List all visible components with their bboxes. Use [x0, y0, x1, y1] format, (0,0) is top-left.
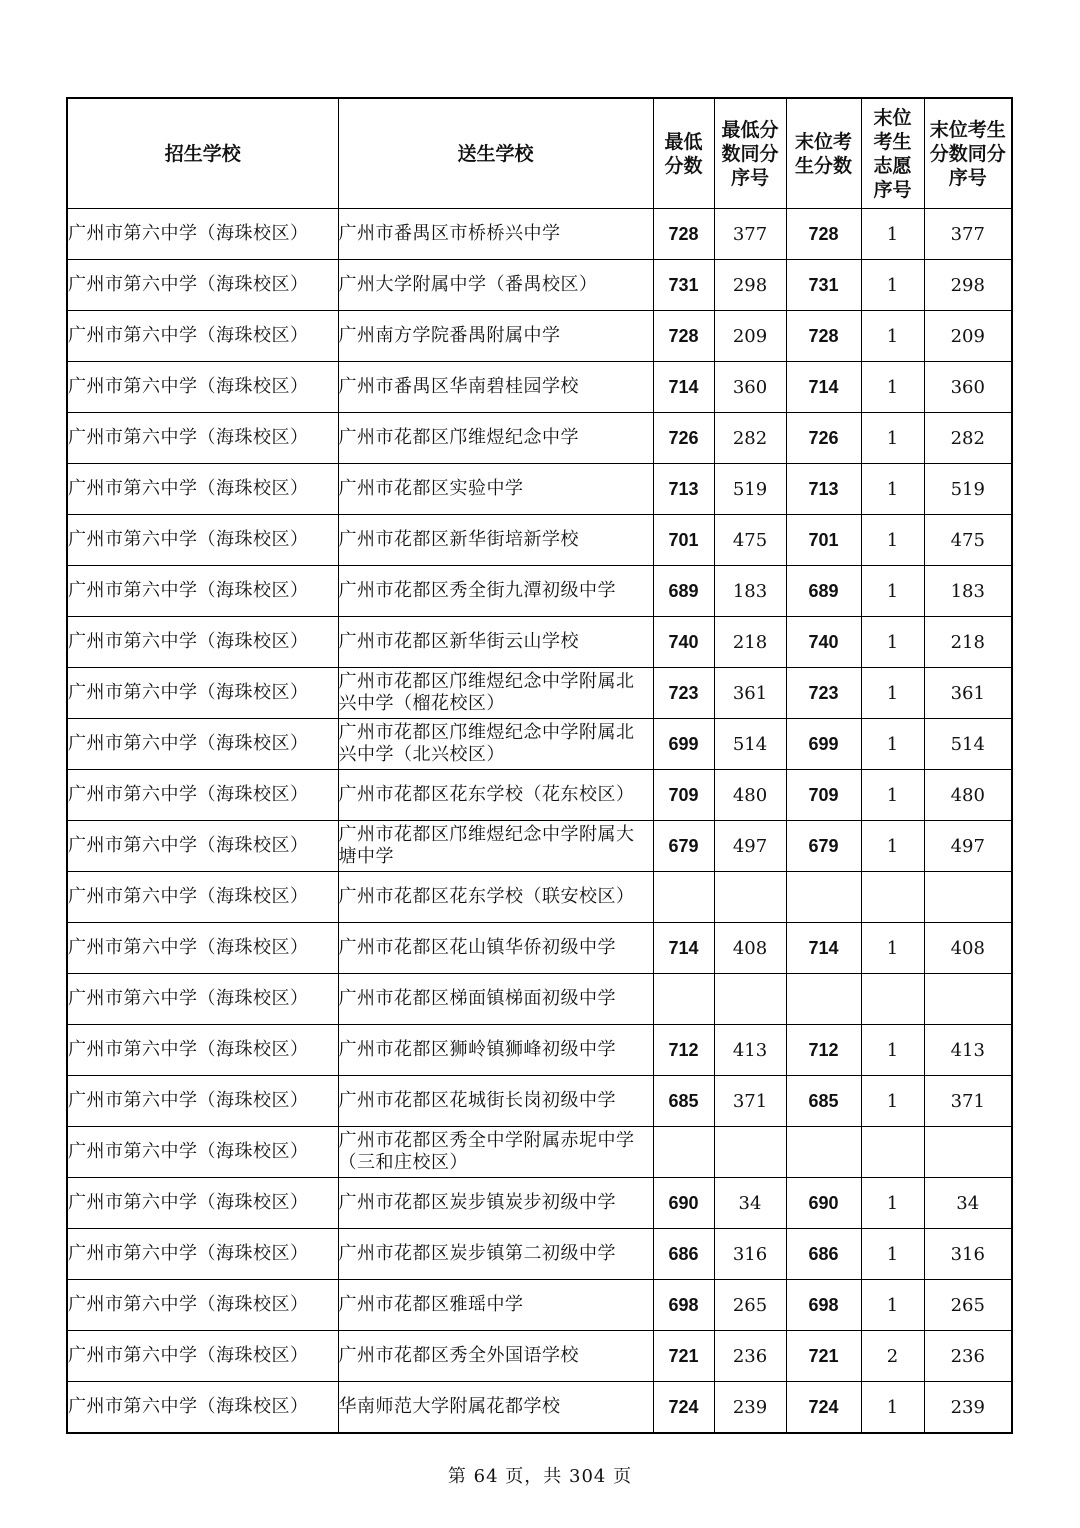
header-last-seq	[924, 98, 1012, 209]
min-score-cell: 728	[653, 311, 714, 362]
header-line: 分数	[664, 154, 703, 177]
min-score-cell: 686	[653, 1229, 714, 1280]
last-seq-cell: 413	[924, 1025, 1012, 1076]
last-seq-cell: 480	[924, 770, 1012, 821]
table-row	[67, 923, 1012, 974]
last-wish-cell: 1	[861, 668, 924, 719]
admitting-school-cell: 广州市第六中学（海珠校区）	[67, 1127, 338, 1178]
sending-school-cell: 广州市花都区邝维煜纪念中学	[338, 413, 653, 464]
header-line: 数同分	[721, 142, 779, 165]
last-score-cell	[786, 1127, 861, 1178]
last-wish-cell: 1	[861, 515, 924, 566]
table-row	[67, 1382, 1012, 1434]
table-row	[67, 1280, 1012, 1331]
min-score-cell: 699	[653, 719, 714, 770]
last-wish-cell: 1	[861, 719, 924, 770]
last-seq-cell: 316	[924, 1229, 1012, 1280]
admitting-school-cell: 广州市第六中学（海珠校区）	[67, 515, 338, 566]
last-wish-cell	[861, 1127, 924, 1178]
last-seq-cell: 34	[924, 1178, 1012, 1229]
sending-school-cell: 广州市花都区炭步镇第二初级中学	[338, 1229, 653, 1280]
admitting-school-cell: 广州市第六中学（海珠校区）	[67, 668, 338, 719]
min-score-cell: 740	[653, 617, 714, 668]
last-score-cell: 721	[786, 1331, 861, 1382]
last-wish-cell: 1	[861, 311, 924, 362]
sending-school-cell: 广州市花都区花山镇华侨初级中学	[338, 923, 653, 974]
min-score-cell: 731	[653, 260, 714, 311]
last-seq-cell: 209	[924, 311, 1012, 362]
table-row	[67, 209, 1012, 260]
min-score-seq-cell: 519	[714, 464, 786, 515]
sending-school-cell: 广州市花都区实验中学	[338, 464, 653, 515]
last-score-cell: 699	[786, 719, 861, 770]
last-wish-cell: 1	[861, 260, 924, 311]
admitting-school-cell: 广州市第六中学（海珠校区）	[67, 1229, 338, 1280]
min-score-seq-cell: 34	[714, 1178, 786, 1229]
table-row	[67, 362, 1012, 413]
table-row	[67, 1229, 1012, 1280]
admitting-school-cell: 广州市第六中学（海珠校区）	[67, 1076, 338, 1127]
min-score-seq-cell: 218	[714, 617, 786, 668]
min-score-cell: 723	[653, 668, 714, 719]
header-line: 考生	[873, 130, 912, 153]
min-score-seq-cell: 475	[714, 515, 786, 566]
min-score-cell: 689	[653, 566, 714, 617]
min-score-seq-cell: 377	[714, 209, 786, 260]
sending-school-cell: 广州市花都区秀全中学附属赤坭中学（三和庄校区）	[338, 1127, 653, 1178]
sending-school-cell: 广州市花都区花东学校（联安校区）	[338, 872, 653, 923]
last-wish-cell: 1	[861, 413, 924, 464]
header-sending-school: 送生学校	[338, 98, 653, 209]
sending-school-cell: 广州市花都区邝维煜纪念中学附属北兴中学（榴花校区）	[338, 668, 653, 719]
last-seq-cell	[924, 872, 1012, 923]
last-seq-cell: 519	[924, 464, 1012, 515]
min-score-cell: 709	[653, 770, 714, 821]
min-score-seq-cell: 183	[714, 566, 786, 617]
min-score-seq-cell: 408	[714, 923, 786, 974]
table-row	[67, 311, 1012, 362]
last-seq-cell: 360	[924, 362, 1012, 413]
last-score-cell: 709	[786, 770, 861, 821]
min-score-cell: 701	[653, 515, 714, 566]
last-score-cell: 685	[786, 1076, 861, 1127]
header-line: 末位	[873, 106, 912, 129]
min-score-cell: 712	[653, 1025, 714, 1076]
min-score-seq-cell: 209	[714, 311, 786, 362]
table-row	[67, 770, 1012, 821]
admitting-school-cell: 广州市第六中学（海珠校区）	[67, 566, 338, 617]
last-seq-cell: 236	[924, 1331, 1012, 1382]
admitting-school-cell: 广州市第六中学（海珠校区）	[67, 1331, 338, 1382]
last-seq-cell: 475	[924, 515, 1012, 566]
header-last-score	[786, 98, 861, 209]
table-row	[67, 1025, 1012, 1076]
sending-school-cell: 广州市花都区秀全外国语学校	[338, 1331, 653, 1382]
last-seq-cell: 371	[924, 1076, 1012, 1127]
last-score-cell: 740	[786, 617, 861, 668]
header-line: 分数同分	[929, 142, 1006, 165]
last-wish-cell: 1	[861, 464, 924, 515]
sending-school-cell: 广州市花都区秀全街九潭初级中学	[338, 566, 653, 617]
last-seq-cell	[924, 1127, 1012, 1178]
admitting-school-cell: 广州市第六中学（海珠校区）	[67, 1280, 338, 1331]
table-row	[67, 515, 1012, 566]
admitting-school-cell: 广州市第六中学（海珠校区）	[67, 464, 338, 515]
header-admitting-school: 招生学校	[67, 98, 338, 209]
sending-school-cell: 广州市花都区邝维煜纪念中学附属北兴中学（北兴校区）	[338, 719, 653, 770]
last-score-cell: 726	[786, 413, 861, 464]
table-row	[67, 413, 1012, 464]
last-seq-cell: 408	[924, 923, 1012, 974]
last-score-cell: 714	[786, 923, 861, 974]
min-score-cell: 685	[653, 1076, 714, 1127]
last-score-cell: 712	[786, 1025, 861, 1076]
min-score-seq-cell: 282	[714, 413, 786, 464]
sending-school-cell: 华南师范大学附属花都学校	[338, 1382, 653, 1434]
sending-school-cell: 广州市花都区炭步镇炭步初级中学	[338, 1178, 653, 1229]
min-score-seq-cell: 361	[714, 668, 786, 719]
min-score-cell	[653, 872, 714, 923]
last-score-cell: 679	[786, 821, 861, 872]
last-wish-cell: 1	[861, 1229, 924, 1280]
last-seq-cell: 377	[924, 209, 1012, 260]
sending-school-cell: 广州市番禺区市桥桥兴中学	[338, 209, 653, 260]
header-line: 序号	[730, 166, 769, 189]
min-score-seq-cell: 413	[714, 1025, 786, 1076]
min-score-cell: 679	[653, 821, 714, 872]
last-wish-cell	[861, 974, 924, 1025]
header-line: 生分数	[794, 154, 852, 177]
table-row	[67, 1076, 1012, 1127]
table-row	[67, 719, 1012, 770]
last-score-cell: 723	[786, 668, 861, 719]
min-score-seq-cell: 497	[714, 821, 786, 872]
min-score-cell	[653, 1127, 714, 1178]
admitting-school-cell: 广州市第六中学（海珠校区）	[67, 770, 338, 821]
admitting-school-cell: 广州市第六中学（海珠校区）	[67, 1025, 338, 1076]
table-row	[67, 668, 1012, 719]
table-header-row	[67, 98, 1012, 209]
last-wish-cell: 1	[861, 1025, 924, 1076]
last-score-cell: 690	[786, 1178, 861, 1229]
last-score-cell: 724	[786, 1382, 861, 1434]
last-wish-cell: 1	[861, 821, 924, 872]
last-seq-cell	[924, 974, 1012, 1025]
last-wish-cell: 1	[861, 617, 924, 668]
sending-school-cell: 广州市花都区雅瑶中学	[338, 1280, 653, 1331]
admitting-school-cell: 广州市第六中学（海珠校区）	[67, 362, 338, 413]
admitting-school-cell: 广州市第六中学（海珠校区）	[67, 617, 338, 668]
header-line: 末位考	[794, 130, 852, 153]
min-score-seq-cell: 239	[714, 1382, 786, 1434]
admitting-school-cell: 广州市第六中学（海珠校区）	[67, 974, 338, 1025]
min-score-cell: 724	[653, 1382, 714, 1434]
last-seq-cell: 183	[924, 566, 1012, 617]
sending-school-cell: 广州市花都区邝维煜纪念中学附属大塘中学	[338, 821, 653, 872]
last-score-cell: 713	[786, 464, 861, 515]
table-row	[67, 1178, 1012, 1229]
min-score-seq-cell: 480	[714, 770, 786, 821]
admitting-school-cell: 广州市第六中学（海珠校区）	[67, 413, 338, 464]
last-score-cell	[786, 872, 861, 923]
last-score-cell: 689	[786, 566, 861, 617]
sending-school-cell: 广州市花都区狮岭镇狮峰初级中学	[338, 1025, 653, 1076]
last-seq-cell: 282	[924, 413, 1012, 464]
last-score-cell: 701	[786, 515, 861, 566]
header-min-score	[653, 98, 714, 209]
last-score-cell: 728	[786, 209, 861, 260]
header-line: 序号	[873, 178, 912, 201]
last-score-cell	[786, 974, 861, 1025]
last-wish-cell	[861, 872, 924, 923]
min-score-seq-cell: 236	[714, 1331, 786, 1382]
admitting-school-cell: 广州市第六中学（海珠校区）	[67, 821, 338, 872]
admitting-school-cell: 广州市第六中学（海珠校区）	[67, 209, 338, 260]
last-wish-cell: 1	[861, 1280, 924, 1331]
min-score-seq-cell	[714, 872, 786, 923]
last-wish-cell: 1	[861, 566, 924, 617]
min-score-cell: 714	[653, 362, 714, 413]
last-score-cell: 731	[786, 260, 861, 311]
min-score-seq-cell: 265	[714, 1280, 786, 1331]
min-score-seq-cell	[714, 974, 786, 1025]
last-score-cell: 686	[786, 1229, 861, 1280]
header-last-wish	[861, 98, 924, 209]
header-line: 志愿	[873, 154, 912, 177]
min-score-cell: 690	[653, 1178, 714, 1229]
sending-school-cell: 广州市花都区梯面镇梯面初级中学	[338, 974, 653, 1025]
table-row	[67, 974, 1012, 1025]
sending-school-cell: 广州市花都区新华街云山学校	[338, 617, 653, 668]
last-score-cell: 728	[786, 311, 861, 362]
last-wish-cell: 1	[861, 1076, 924, 1127]
sending-school-cell: 广州市花都区新华街培新学校	[338, 515, 653, 566]
table-row	[67, 821, 1012, 872]
last-seq-cell: 514	[924, 719, 1012, 770]
header-line: 最低	[664, 130, 703, 153]
table-row	[67, 872, 1012, 923]
last-wish-cell: 1	[861, 1178, 924, 1229]
admitting-school-cell: 广州市第六中学（海珠校区）	[67, 260, 338, 311]
admitting-school-cell: 广州市第六中学（海珠校区）	[67, 1382, 338, 1434]
header-line: 最低分	[721, 118, 779, 141]
min-score-cell: 728	[653, 209, 714, 260]
table-body	[67, 209, 1012, 1434]
admission-score-table	[66, 97, 1013, 1434]
min-score-cell: 714	[653, 923, 714, 974]
last-seq-cell: 265	[924, 1280, 1012, 1331]
min-score-seq-cell	[714, 1127, 786, 1178]
admitting-school-cell: 广州市第六中学（海珠校区）	[67, 1178, 338, 1229]
last-seq-cell: 298	[924, 260, 1012, 311]
last-wish-cell: 1	[861, 1382, 924, 1434]
min-score-seq-cell: 514	[714, 719, 786, 770]
min-score-seq-cell: 360	[714, 362, 786, 413]
last-seq-cell: 497	[924, 821, 1012, 872]
sending-school-cell: 广州市花都区花城街长岗初级中学	[338, 1076, 653, 1127]
min-score-cell: 713	[653, 464, 714, 515]
min-score-cell: 726	[653, 413, 714, 464]
table-row	[67, 1331, 1012, 1382]
min-score-seq-cell: 371	[714, 1076, 786, 1127]
sending-school-cell: 广州市番禺区华南碧桂园学校	[338, 362, 653, 413]
last-seq-cell: 239	[924, 1382, 1012, 1434]
last-seq-cell: 361	[924, 668, 1012, 719]
last-wish-cell: 2	[861, 1331, 924, 1382]
last-wish-cell: 1	[861, 362, 924, 413]
last-score-cell: 698	[786, 1280, 861, 1331]
admitting-school-cell: 广州市第六中学（海珠校区）	[67, 311, 338, 362]
table-row	[67, 464, 1012, 515]
min-score-cell: 721	[653, 1331, 714, 1382]
page-footer: 第 64 页，共 304 页	[447, 1466, 633, 1487]
admitting-school-cell: 广州市第六中学（海珠校区）	[67, 923, 338, 974]
last-wish-cell: 1	[861, 923, 924, 974]
min-score-seq-cell: 316	[714, 1229, 786, 1280]
table-row	[67, 566, 1012, 617]
last-wish-cell: 1	[861, 770, 924, 821]
admitting-school-cell: 广州市第六中学（海珠校区）	[67, 719, 338, 770]
admitting-school-cell: 广州市第六中学（海珠校区）	[67, 872, 338, 923]
table-row	[67, 260, 1012, 311]
sending-school-cell: 广州市花都区花东学校（花东校区）	[338, 770, 653, 821]
header-min-score-seq	[714, 98, 786, 209]
sending-school-cell: 广州南方学院番禺附属中学	[338, 311, 653, 362]
min-score-cell	[653, 974, 714, 1025]
header-line: 序号	[948, 166, 987, 189]
min-score-cell: 698	[653, 1280, 714, 1331]
min-score-seq-cell: 298	[714, 260, 786, 311]
last-wish-cell: 1	[861, 209, 924, 260]
table-row	[67, 1127, 1012, 1178]
table-row	[67, 617, 1012, 668]
last-score-cell: 714	[786, 362, 861, 413]
header-line: 末位考生	[929, 118, 1006, 141]
sending-school-cell: 广州大学附属中学（番禺校区）	[338, 260, 653, 311]
last-seq-cell: 218	[924, 617, 1012, 668]
